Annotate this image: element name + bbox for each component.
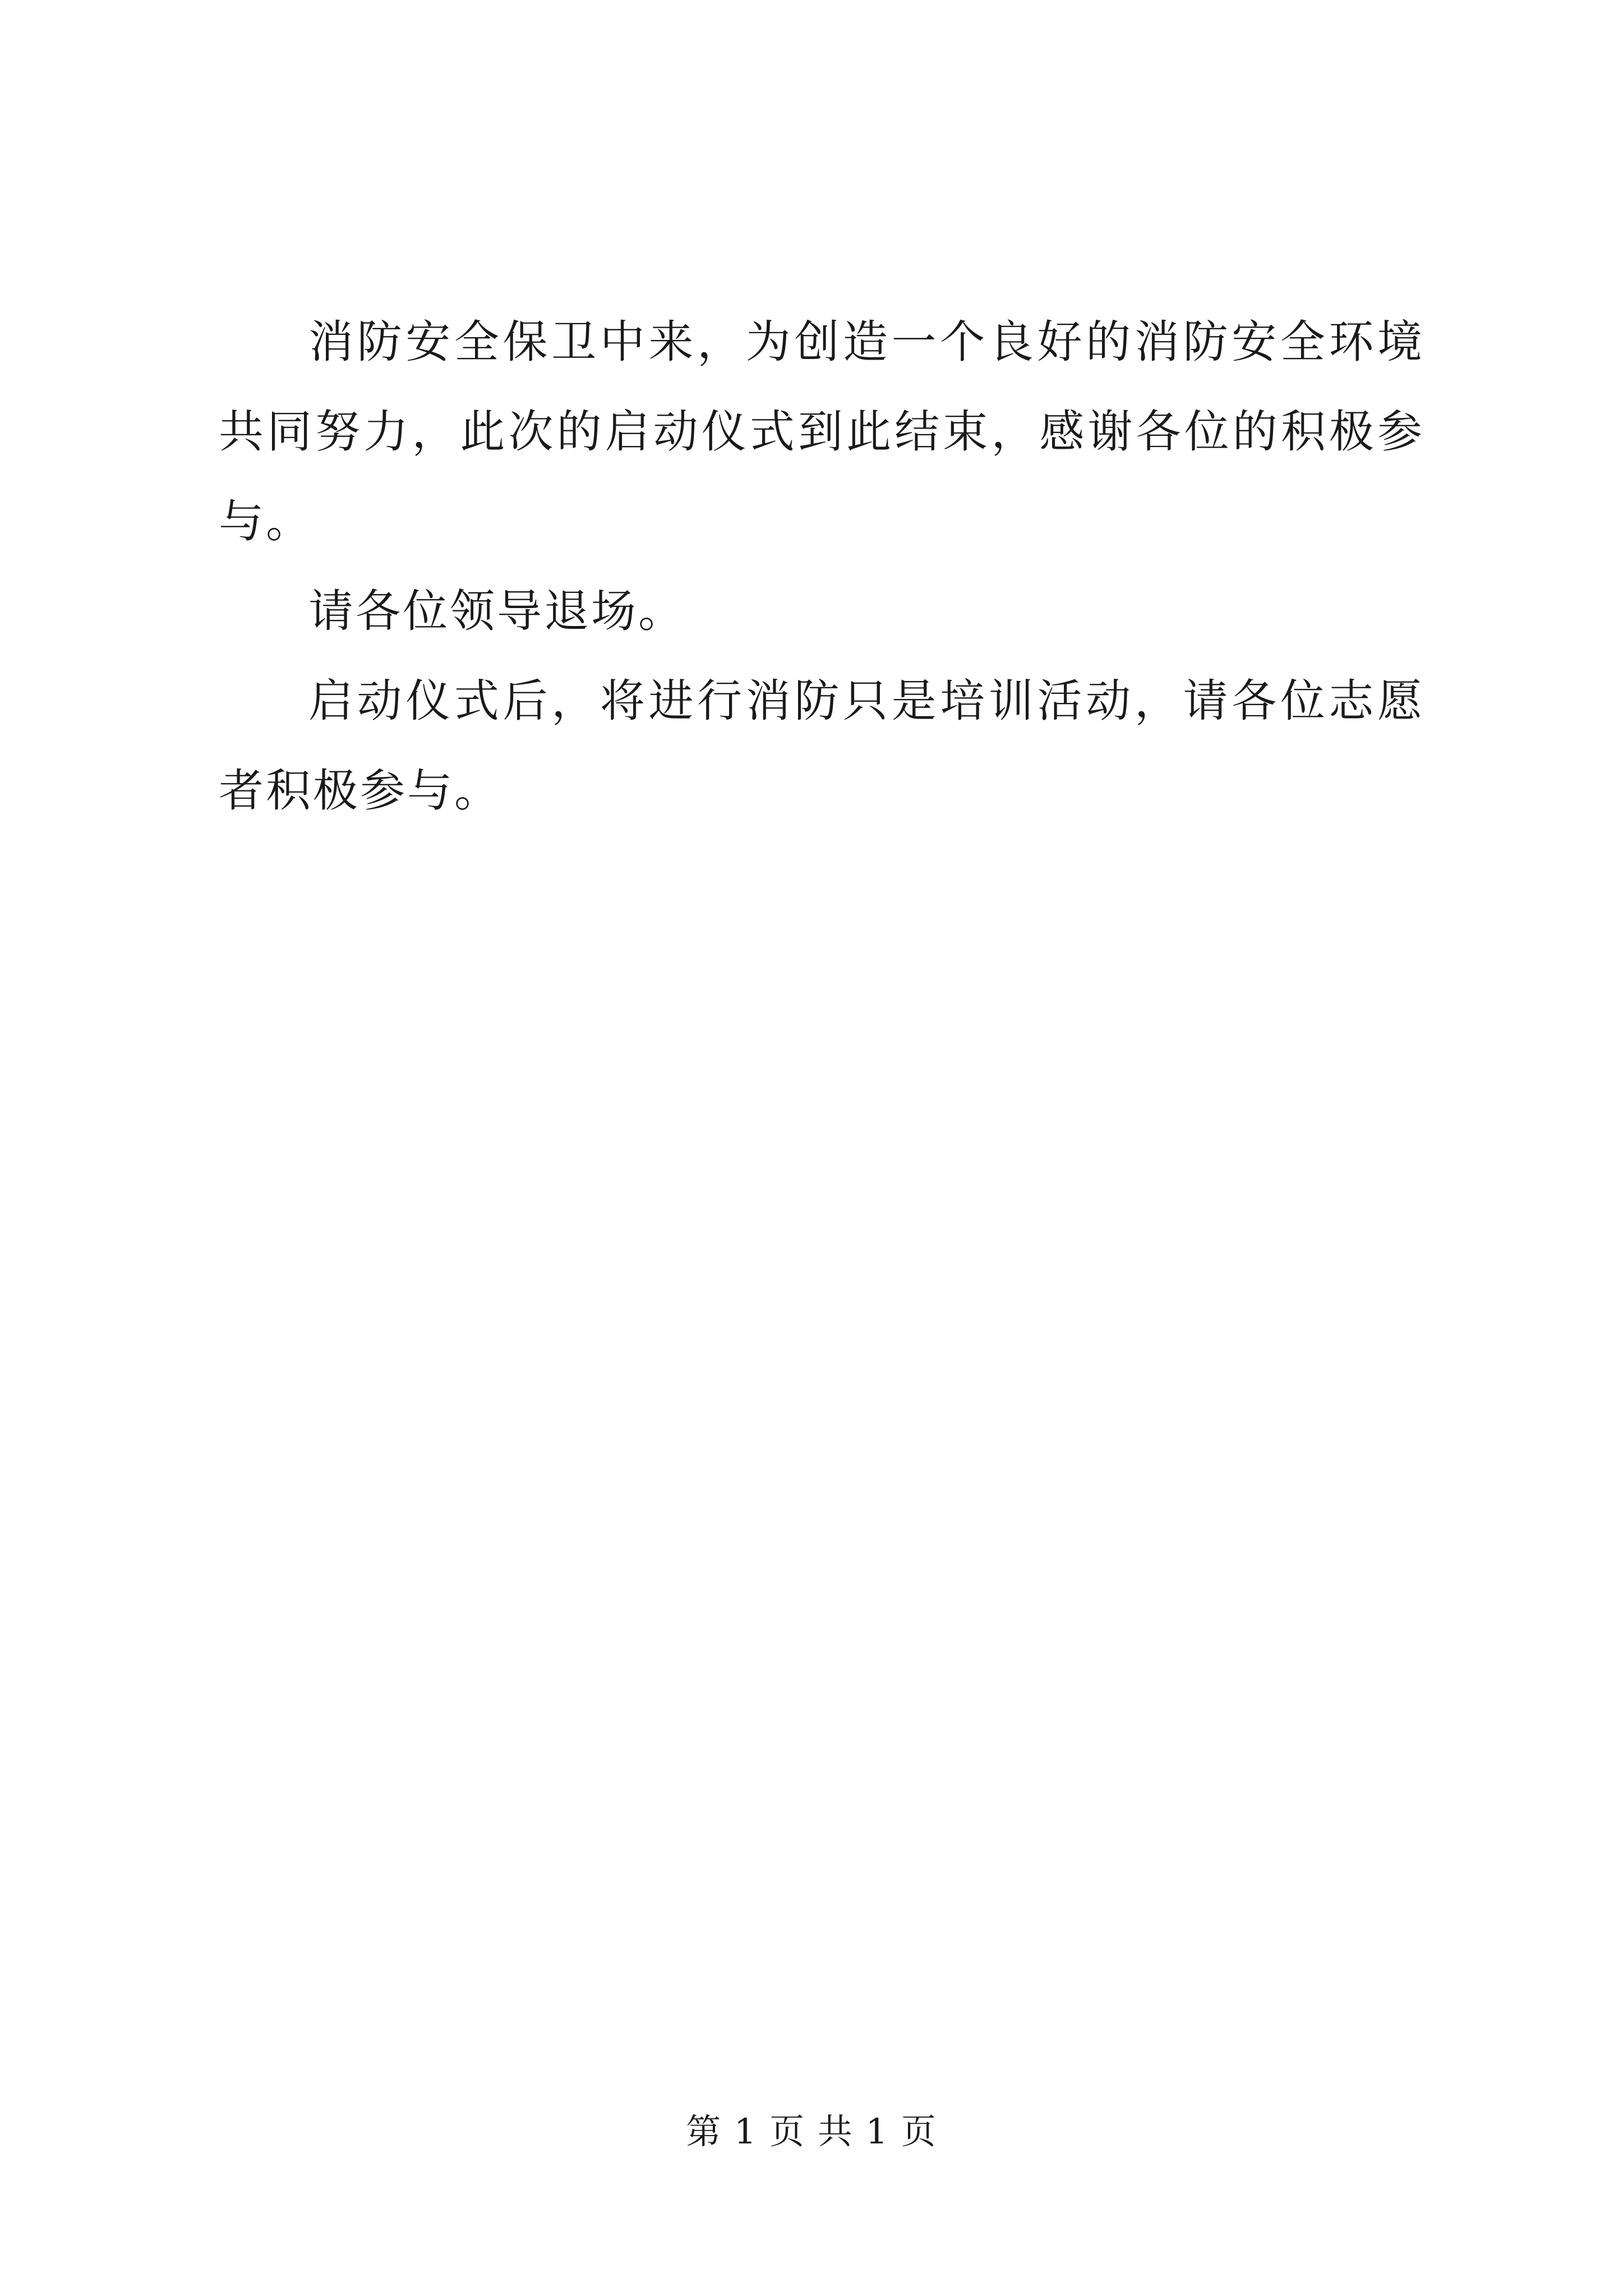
paragraph-closing-remarks: 消防安全保卫中来，为创造一个良好的消防安全环境共同努力，此次的启动仪式到此结束，感谢各位的积极参与。: [219, 316, 1424, 547]
document-body: [219, 297, 1424, 836]
paragraph-training-notice: 启动仪式后，将进行消防只是培训活动，请各位志愿者积极参与。: [219, 675, 1424, 817]
page-number-footer: 第 1 页 共 1 页: [686, 2111, 937, 2152]
paragraph-leaders-exit: 请各位领导退场。: [308, 585, 685, 637]
